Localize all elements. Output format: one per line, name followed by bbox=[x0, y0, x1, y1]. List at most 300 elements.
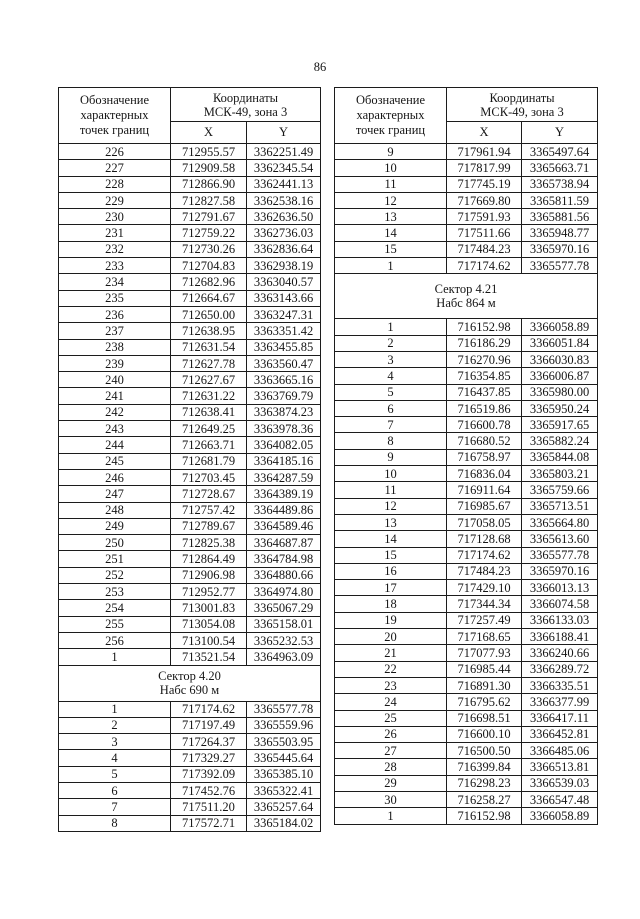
table-row bbox=[335, 792, 598, 808]
point-number-cell: 8 bbox=[59, 816, 171, 831]
y-coordinate-cell: 3365663.71 bbox=[522, 160, 598, 175]
table-row bbox=[59, 160, 321, 176]
table-row bbox=[335, 662, 598, 678]
y-coordinate-cell: 3366006.87 bbox=[522, 368, 598, 383]
table-row bbox=[59, 816, 321, 832]
point-number-cell: 251 bbox=[59, 551, 171, 566]
point-number-cell: 242 bbox=[59, 405, 171, 420]
x-coordinate-cell: 717264.37 bbox=[171, 734, 247, 749]
x-coordinate-cell: 717058.05 bbox=[447, 515, 522, 530]
x-coordinate-cell: 717174.62 bbox=[447, 258, 522, 273]
table-row bbox=[335, 596, 598, 612]
table-row bbox=[59, 470, 321, 486]
x-coordinate-cell: 716600.10 bbox=[447, 727, 522, 742]
point-number-cell: 16 bbox=[335, 564, 447, 579]
point-number-cell: 11 bbox=[335, 482, 447, 497]
table-row bbox=[59, 617, 321, 633]
point-number-cell: 252 bbox=[59, 568, 171, 583]
table-row bbox=[59, 503, 321, 519]
point-number-cell: 244 bbox=[59, 437, 171, 452]
point-number-cell: 256 bbox=[59, 633, 171, 648]
table-row bbox=[335, 242, 598, 258]
point-number-cell: 10 bbox=[335, 160, 447, 175]
point-number-cell: 255 bbox=[59, 617, 171, 632]
table-row bbox=[59, 718, 321, 734]
table-row bbox=[59, 274, 321, 290]
x-coordinate-cell: 712638.41 bbox=[171, 405, 247, 420]
x-coordinate-cell: 717484.23 bbox=[447, 564, 522, 579]
page-number: 86 bbox=[313, 60, 327, 74]
x-coordinate-cell: 712638.95 bbox=[171, 323, 247, 338]
x-coordinate-cell: 712955.57 bbox=[171, 144, 247, 159]
table-row bbox=[335, 531, 598, 547]
point-number-cell: 1 bbox=[335, 808, 447, 823]
table-row bbox=[335, 193, 598, 209]
x-coordinate-cell: 712791.67 bbox=[171, 209, 247, 224]
coordinates-header-group bbox=[447, 88, 598, 143]
point-number-cell: 236 bbox=[59, 307, 171, 322]
y-coordinate-cell: 3364687.87 bbox=[247, 535, 321, 550]
y-coordinate-cell: 3366240.66 bbox=[522, 645, 598, 660]
x-coordinate-cell: 712681.79 bbox=[171, 454, 247, 469]
point-number-cell: 228 bbox=[59, 177, 171, 192]
table-row bbox=[335, 743, 598, 759]
point-number-cell: 235 bbox=[59, 291, 171, 306]
y-coordinate-cell: 3365844.08 bbox=[522, 450, 598, 465]
y-coordinate-cell: 3365577.78 bbox=[522, 258, 598, 273]
y-coordinate-cell: 3365232.53 bbox=[247, 633, 321, 648]
y-coordinate-cell: 3365067.29 bbox=[247, 600, 321, 615]
y-coordinate-cell: 3365917.65 bbox=[522, 417, 598, 432]
point-number-cell: 254 bbox=[59, 600, 171, 615]
table-row bbox=[59, 177, 321, 193]
x-coordinate-cell: 717168.65 bbox=[447, 629, 522, 644]
table-row bbox=[335, 808, 598, 824]
table-row bbox=[59, 750, 321, 766]
y-coordinate-cell: 3365184.02 bbox=[247, 816, 321, 831]
table-row bbox=[335, 385, 598, 401]
y-coordinate-cell: 3366133.03 bbox=[522, 613, 598, 628]
x-coordinate-cell: 716985.67 bbox=[447, 499, 522, 514]
y-coordinate-cell: 3365980.00 bbox=[522, 385, 598, 400]
table-row bbox=[335, 613, 598, 629]
y-coordinate-cell: 3365970.16 bbox=[522, 564, 598, 579]
sector-elevation: Набс 690 м bbox=[159, 683, 220, 697]
point-number-cell: 246 bbox=[59, 470, 171, 485]
x-coordinate-cell: 717174.62 bbox=[447, 548, 522, 563]
table-row bbox=[335, 727, 598, 743]
right-coordinates-table bbox=[334, 87, 598, 825]
designation-header bbox=[59, 88, 171, 143]
y-coordinate-cell: 3362636.50 bbox=[247, 209, 321, 224]
table-row bbox=[59, 258, 321, 274]
point-number-cell: 6 bbox=[59, 783, 171, 798]
y-coordinate-cell: 3364287.59 bbox=[247, 470, 321, 485]
point-number-cell: 9 bbox=[335, 450, 447, 465]
point-number-cell: 230 bbox=[59, 209, 171, 224]
point-number-cell: 14 bbox=[335, 225, 447, 240]
coordinates-header bbox=[171, 88, 321, 122]
table-row bbox=[335, 209, 598, 225]
point-number-cell: 17 bbox=[335, 580, 447, 595]
point-number-cell: 4 bbox=[59, 750, 171, 765]
x-coordinate-cell: 712909.58 bbox=[171, 160, 247, 175]
point-number-cell: 22 bbox=[335, 662, 447, 677]
table-row bbox=[335, 177, 598, 193]
y-coordinate-cell: 3366188.41 bbox=[522, 629, 598, 644]
y-coordinate-cell: 3366058.89 bbox=[522, 319, 598, 334]
sector-heading bbox=[335, 274, 598, 319]
table-row bbox=[59, 600, 321, 616]
y-coordinate-cell: 3365664.80 bbox=[522, 515, 598, 530]
x-column-header: X bbox=[171, 122, 247, 143]
point-number-cell: 19 bbox=[335, 613, 447, 628]
coordinates-header-line: Координаты bbox=[489, 90, 555, 105]
point-number-cell: 8 bbox=[335, 433, 447, 448]
y-coordinate-cell: 3366539.03 bbox=[522, 776, 598, 791]
x-coordinate-cell: 716354.85 bbox=[447, 368, 522, 383]
y-coordinate-cell: 3365497.64 bbox=[522, 144, 598, 159]
x-coordinate-cell: 712730.26 bbox=[171, 242, 247, 257]
y-coordinate-cell: 3366417.11 bbox=[522, 711, 598, 726]
y-coordinate-cell: 3365322.41 bbox=[247, 783, 321, 798]
x-coordinate-cell: 717591.93 bbox=[447, 209, 522, 224]
y-coordinate-cell: 3366030.83 bbox=[522, 352, 598, 367]
point-number-cell: 7 bbox=[335, 417, 447, 432]
table-row bbox=[59, 372, 321, 388]
point-number-cell: 3 bbox=[59, 734, 171, 749]
x-coordinate-cell: 712650.00 bbox=[171, 307, 247, 322]
point-number-cell: 1 bbox=[335, 258, 447, 273]
y-coordinate-cell: 3362938.19 bbox=[247, 258, 321, 273]
sector-elevation: Набс 864 м bbox=[436, 296, 496, 311]
x-coordinate-cell: 712757.42 bbox=[171, 503, 247, 518]
point-number-cell: 243 bbox=[59, 421, 171, 436]
point-number-cell: 249 bbox=[59, 519, 171, 534]
point-number-cell: 29 bbox=[335, 776, 447, 791]
point-number-cell: 1 bbox=[59, 649, 171, 664]
table-row bbox=[335, 499, 598, 515]
table-row bbox=[59, 291, 321, 307]
x-coordinate-cell: 716298.23 bbox=[447, 776, 522, 791]
point-number-cell: 232 bbox=[59, 242, 171, 257]
y-coordinate-cell: 3363874.23 bbox=[247, 405, 321, 420]
x-coordinate-cell: 717511.66 bbox=[447, 225, 522, 240]
table-row bbox=[59, 734, 321, 750]
y-coordinate-cell: 3363769.79 bbox=[247, 388, 321, 403]
coordinates-header bbox=[447, 88, 598, 122]
x-coordinate-cell: 712866.90 bbox=[171, 177, 247, 192]
y-coordinate-cell: 3362441.13 bbox=[247, 177, 321, 192]
table-row bbox=[335, 433, 598, 449]
table-row bbox=[59, 535, 321, 551]
table-body bbox=[59, 144, 321, 832]
point-number-cell: 26 bbox=[335, 727, 447, 742]
x-coordinate-cell: 712682.96 bbox=[171, 274, 247, 289]
table-row bbox=[59, 551, 321, 567]
designation-header-line: точек границ bbox=[79, 123, 150, 137]
point-number-cell: 30 bbox=[335, 792, 447, 807]
point-number-cell: 14 bbox=[335, 531, 447, 546]
y-coordinate-cell: 3365759.66 bbox=[522, 482, 598, 497]
point-number-cell: 18 bbox=[335, 596, 447, 611]
x-coordinate-cell: 713521.54 bbox=[171, 649, 247, 664]
table-row bbox=[335, 144, 598, 160]
table-row bbox=[59, 584, 321, 600]
y-coordinate-cell: 3364389.19 bbox=[247, 486, 321, 501]
point-number-cell: 24 bbox=[335, 694, 447, 709]
table-header bbox=[335, 88, 598, 144]
x-coordinate-cell: 717329.27 bbox=[171, 750, 247, 765]
x-coordinate-cell: 716600.78 bbox=[447, 417, 522, 432]
point-number-cell: 5 bbox=[335, 385, 447, 400]
point-number-cell: 23 bbox=[335, 678, 447, 693]
y-coordinate-cell: 3363040.57 bbox=[247, 274, 321, 289]
x-coordinate-cell: 717344.34 bbox=[447, 596, 522, 611]
y-coordinate-cell: 3366051.84 bbox=[522, 336, 598, 351]
table-row bbox=[59, 649, 321, 665]
designation-header-line: точек границ bbox=[355, 123, 426, 137]
y-coordinate-cell: 3365257.64 bbox=[247, 799, 321, 814]
point-number-cell: 25 bbox=[335, 711, 447, 726]
designation-header-line: характерных bbox=[80, 108, 149, 122]
y-coordinate-cell: 3362836.64 bbox=[247, 242, 321, 257]
y-coordinate-cell: 3364963.09 bbox=[247, 649, 321, 664]
y-coordinate-cell: 3364082.05 bbox=[247, 437, 321, 452]
x-coordinate-cell: 713054.08 bbox=[171, 617, 247, 632]
table-row bbox=[59, 799, 321, 815]
point-number-cell: 3 bbox=[335, 352, 447, 367]
y-coordinate-cell: 3365385.10 bbox=[247, 767, 321, 782]
y-coordinate-cell: 3366289.72 bbox=[522, 662, 598, 677]
point-number-cell: 231 bbox=[59, 225, 171, 240]
x-coordinate-cell: 716698.51 bbox=[447, 711, 522, 726]
table-row bbox=[335, 466, 598, 482]
table-body bbox=[335, 144, 598, 825]
x-coordinate-cell: 712627.67 bbox=[171, 372, 247, 387]
table-row bbox=[335, 776, 598, 792]
x-coordinate-cell: 717484.23 bbox=[447, 242, 522, 257]
y-coordinate-cell: 3365811.59 bbox=[522, 193, 598, 208]
table-row bbox=[59, 225, 321, 241]
y-column-header: Y bbox=[522, 122, 598, 143]
y-coordinate-cell: 3365577.78 bbox=[247, 702, 321, 717]
table-row bbox=[59, 783, 321, 799]
x-coordinate-cell: 716399.84 bbox=[447, 759, 522, 774]
x-coordinate-cell: 712728.67 bbox=[171, 486, 247, 501]
point-number-cell: 247 bbox=[59, 486, 171, 501]
table-row bbox=[335, 352, 598, 368]
y-coordinate-cell: 3362736.03 bbox=[247, 225, 321, 240]
point-number-cell: 234 bbox=[59, 274, 171, 289]
table-row bbox=[335, 336, 598, 352]
y-coordinate-cell: 3364589.46 bbox=[247, 519, 321, 534]
y-coordinate-cell: 3366547.48 bbox=[522, 792, 598, 807]
y-coordinate-cell: 3362345.54 bbox=[247, 160, 321, 175]
point-number-cell: 11 bbox=[335, 177, 447, 192]
y-coordinate-cell: 3365882.24 bbox=[522, 433, 598, 448]
x-coordinate-cell: 717174.62 bbox=[171, 702, 247, 717]
y-coordinate-cell: 3362538.16 bbox=[247, 193, 321, 208]
y-coordinate-cell: 3364880.66 bbox=[247, 568, 321, 583]
designation-header-line: Обозначение bbox=[79, 93, 150, 107]
y-coordinate-cell: 3365970.16 bbox=[522, 242, 598, 257]
point-number-cell: 238 bbox=[59, 340, 171, 355]
x-column-header: X bbox=[447, 122, 522, 143]
x-coordinate-cell: 712759.22 bbox=[171, 225, 247, 240]
table-header bbox=[59, 88, 321, 144]
y-coordinate-cell: 3366335.51 bbox=[522, 678, 598, 693]
x-coordinate-cell: 712663.71 bbox=[171, 437, 247, 452]
table-row bbox=[59, 405, 321, 421]
table-row bbox=[335, 645, 598, 661]
table-row bbox=[335, 694, 598, 710]
point-number-cell: 245 bbox=[59, 454, 171, 469]
point-number-cell: 4 bbox=[335, 368, 447, 383]
x-coordinate-cell: 717745.19 bbox=[447, 177, 522, 192]
table-row bbox=[335, 417, 598, 433]
point-number-cell: 226 bbox=[59, 144, 171, 159]
point-number-cell: 15 bbox=[335, 548, 447, 563]
x-coordinate-cell: 716152.98 bbox=[447, 808, 522, 823]
x-coordinate-cell: 716891.30 bbox=[447, 678, 522, 693]
sector-heading bbox=[59, 666, 321, 702]
x-coordinate-cell: 712664.67 bbox=[171, 291, 247, 306]
y-coordinate-cell: 3366013.13 bbox=[522, 580, 598, 595]
table-row bbox=[59, 454, 321, 470]
point-number-cell: 2 bbox=[59, 718, 171, 733]
y-coordinate-cell: 3366485.06 bbox=[522, 743, 598, 758]
x-coordinate-cell: 712704.83 bbox=[171, 258, 247, 273]
coordinates-header-group bbox=[171, 88, 321, 143]
x-coordinate-cell: 716500.50 bbox=[447, 743, 522, 758]
table-row bbox=[59, 486, 321, 502]
point-number-cell: 15 bbox=[335, 242, 447, 257]
x-coordinate-cell: 717429.10 bbox=[447, 580, 522, 595]
table-row bbox=[335, 759, 598, 775]
point-number-cell: 241 bbox=[59, 388, 171, 403]
coordinates-header-line: Координаты bbox=[212, 90, 279, 105]
table-row bbox=[335, 319, 598, 335]
x-coordinate-cell: 717257.49 bbox=[447, 613, 522, 628]
y-coordinate-cell: 3365881.56 bbox=[522, 209, 598, 224]
x-coordinate-cell: 712627.78 bbox=[171, 356, 247, 371]
y-coordinate-cell: 3366074.58 bbox=[522, 596, 598, 611]
table-row bbox=[335, 450, 598, 466]
table-row bbox=[59, 519, 321, 535]
x-coordinate-cell: 717511.20 bbox=[171, 799, 247, 814]
x-coordinate-cell: 712631.22 bbox=[171, 388, 247, 403]
x-coordinate-cell: 717669.80 bbox=[447, 193, 522, 208]
y-coordinate-cell: 3364784.98 bbox=[247, 551, 321, 566]
y-coordinate-cell: 3365445.64 bbox=[247, 750, 321, 765]
table-row bbox=[335, 515, 598, 531]
y-coordinate-cell: 3365738.94 bbox=[522, 177, 598, 192]
point-number-cell: 227 bbox=[59, 160, 171, 175]
point-number-cell: 248 bbox=[59, 503, 171, 518]
y-coordinate-cell: 3364974.80 bbox=[247, 584, 321, 599]
x-coordinate-cell: 717392.09 bbox=[171, 767, 247, 782]
y-coordinate-cell: 3365158.01 bbox=[247, 617, 321, 632]
table-row bbox=[59, 307, 321, 323]
y-coordinate-cell: 3364489.86 bbox=[247, 503, 321, 518]
table-row bbox=[335, 564, 598, 580]
table-row bbox=[335, 482, 598, 498]
table-row bbox=[335, 711, 598, 727]
designation-header-line: Обозначение bbox=[355, 93, 426, 107]
coordinates-header-line: МСК-49, зона 3 bbox=[203, 104, 288, 119]
x-coordinate-cell: 712631.54 bbox=[171, 340, 247, 355]
x-coordinate-cell: 716758.97 bbox=[447, 450, 522, 465]
point-number-cell: 253 bbox=[59, 584, 171, 599]
x-coordinate-cell: 716437.85 bbox=[447, 385, 522, 400]
table-row bbox=[59, 323, 321, 339]
x-coordinate-cell: 712649.25 bbox=[171, 421, 247, 436]
point-number-cell: 1 bbox=[335, 319, 447, 334]
table-row bbox=[59, 388, 321, 404]
point-number-cell: 237 bbox=[59, 323, 171, 338]
y-coordinate-cell: 3365577.78 bbox=[522, 548, 598, 563]
table-row bbox=[335, 678, 598, 694]
x-coordinate-cell: 713100.54 bbox=[171, 633, 247, 648]
table-row bbox=[59, 209, 321, 225]
point-number-cell: 20 bbox=[335, 629, 447, 644]
point-number-cell: 229 bbox=[59, 193, 171, 208]
table-row bbox=[335, 629, 598, 645]
table-row bbox=[335, 580, 598, 596]
point-number-cell: 250 bbox=[59, 535, 171, 550]
point-number-cell: 13 bbox=[335, 209, 447, 224]
point-number-cell: 12 bbox=[335, 193, 447, 208]
table-row bbox=[59, 340, 321, 356]
table-row bbox=[59, 437, 321, 453]
y-coordinate-cell: 3363665.16 bbox=[247, 372, 321, 387]
x-coordinate-cell: 716795.62 bbox=[447, 694, 522, 709]
y-coordinate-cell: 3365713.51 bbox=[522, 499, 598, 514]
table-row bbox=[59, 633, 321, 649]
y-coordinate-cell: 3365948.77 bbox=[522, 225, 598, 240]
designation-header bbox=[335, 88, 447, 143]
x-coordinate-cell: 716911.64 bbox=[447, 482, 522, 497]
table-row bbox=[335, 368, 598, 384]
y-coordinate-cell: 3363143.66 bbox=[247, 291, 321, 306]
y-coordinate-cell: 3366377.99 bbox=[522, 694, 598, 709]
x-coordinate-cell: 717077.93 bbox=[447, 645, 522, 660]
point-number-cell: 2 bbox=[335, 336, 447, 351]
point-number-cell: 28 bbox=[335, 759, 447, 774]
x-coordinate-cell: 717817.99 bbox=[447, 160, 522, 175]
x-coordinate-cell: 716519.86 bbox=[447, 401, 522, 416]
x-coordinate-cell: 716258.27 bbox=[447, 792, 522, 807]
table-row bbox=[59, 568, 321, 584]
y-coordinate-cell: 3362251.49 bbox=[247, 144, 321, 159]
x-coordinate-cell: 717572.71 bbox=[171, 816, 247, 831]
y-coordinate-cell: 3363978.36 bbox=[247, 421, 321, 436]
x-coordinate-cell: 716152.98 bbox=[447, 319, 522, 334]
table-row bbox=[335, 548, 598, 564]
table-row bbox=[59, 702, 321, 718]
y-coordinate-cell: 3365950.24 bbox=[522, 401, 598, 416]
table-row bbox=[59, 242, 321, 258]
y-coordinate-cell: 3365613.60 bbox=[522, 531, 598, 546]
point-number-cell: 5 bbox=[59, 767, 171, 782]
point-number-cell: 10 bbox=[335, 466, 447, 481]
x-coordinate-cell: 712906.98 bbox=[171, 568, 247, 583]
y-coordinate-cell: 3366452.81 bbox=[522, 727, 598, 742]
x-coordinate-cell: 713001.83 bbox=[171, 600, 247, 615]
point-number-cell: 239 bbox=[59, 356, 171, 371]
point-number-cell: 12 bbox=[335, 499, 447, 514]
